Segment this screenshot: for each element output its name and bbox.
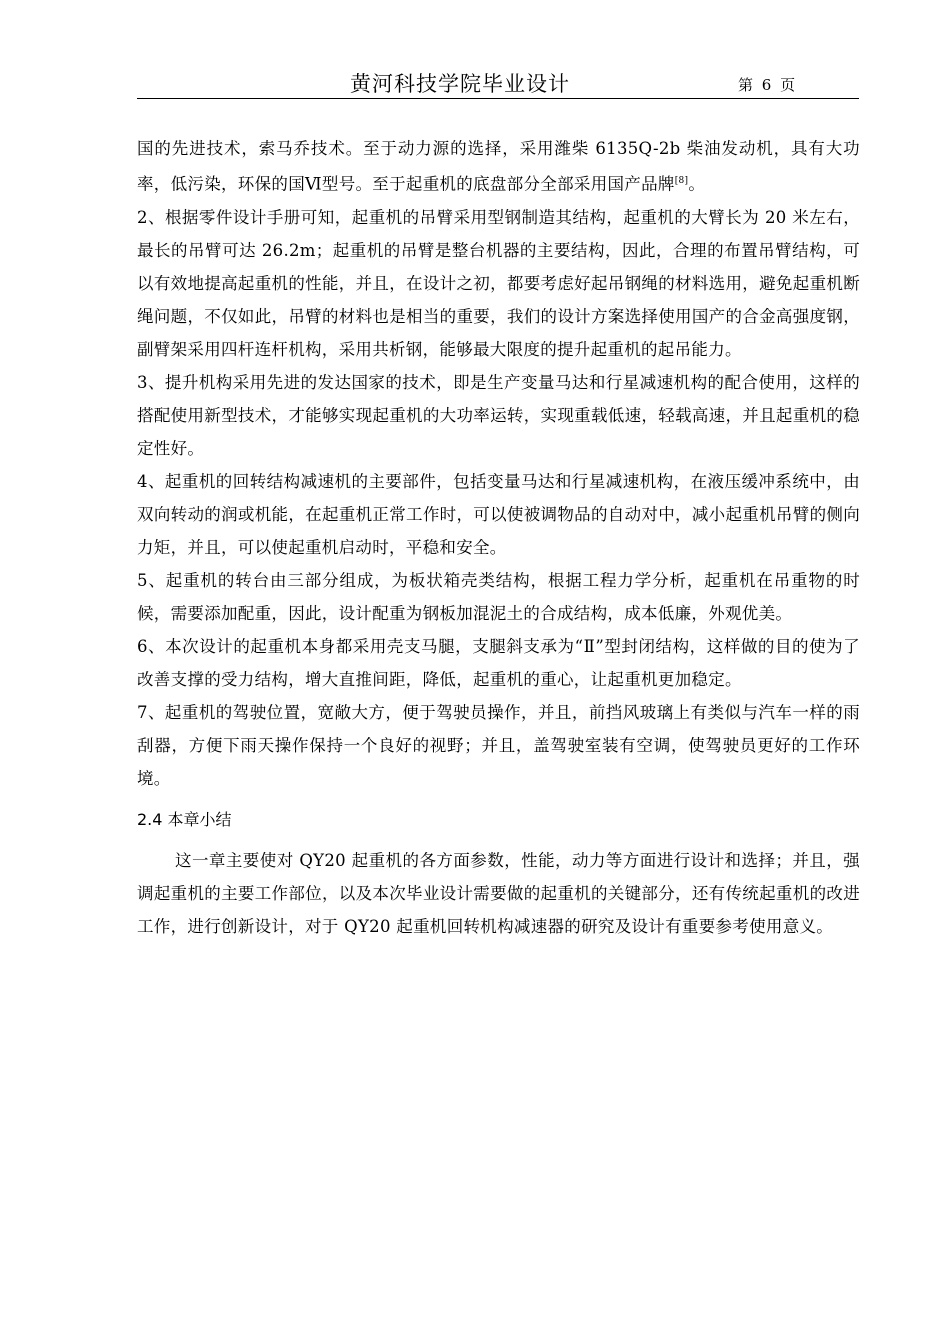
list-item-3: 3、提升机构采用先进的发达国家的技术，即是生产变量马达和行星减速机构的配合使用，这样的搭配使用新型技术，才能够实现起重机的大功率运转，实现重载低速，轻载高速，并且起重机的稳定性好。 [137,372,860,458]
section-heading: 2.4 本章小结 [137,809,232,829]
list-item-4: 4、起重机的回转结构减速机的主要部件，包括变量马达和行星减速机构，在液压缓冲系统中，由双向转动的润或机能，在起重机正常工作时，可以使被调物品的自动对中，减小起重机吊臂的侧向力矩，并且，可以使起重机启动时，平稳和安全。 [137,471,860,557]
section-paragraph: 这一章主要使对 QY20 起重机的各方面参数，性能，动力等方面进行设计和选择；并且，强调起重机的主要工作部位，以及本次毕业设计需要做的起重机的关键部分，还有传统起重机的改进工作，进行创新设计，对于 QY20 起重机回转机构减速器的研究及设计有重要参考使用意义。 [137,850,860,936]
paragraph-continuation [137,132,860,201]
header-title: 黄河科技学院毕业设计 [350,72,570,96]
list-item-7: 7、起重机的驾驶位置，宽敞大方，便于驾驶员操作，并且，前挡风玻璃上有类似与汽车一样的雨刮器，方便下雨天操作保持一个良好的视野；并且，盖驾驶室装有空调，使驾驶员更好的工作环境。 [137,702,860,788]
paragraph-text: 国的先进技术，索马乔技术。至于动力源的选择，采用潍柴 6135Q-2b 柴油发动机，具有大功率，低污染，环保的国Ⅵ型号。至于起重机的底盘部分全部采用国产品牌 [137,139,860,194]
list-item-2: 2、根据零件设计手册可知，起重机的吊臂采用型钢制造其结构，起重机的大臂长为 20 米左右，最长的吊臂可达 26.2m；起重机的吊臂是整台机器的主要结构，因此，合理的布置吊臂结构，可以有效地提高起重机的性能，并且，在设计之初，都要考虑好起吊钢绳的材料选用，避免起重机断绳问题，不仅如此，吊臂的材料也是相当的重要，我们的设计方案选择使用国产的合金高强度钢，副臂架采用四杆连杆机构，采用共析钢，能够最大限度的提升起重机的起吊能力。 [137,207,860,359]
citation-ref: [8] [674,176,689,186]
list-item-5: 5、起重机的转台由三部分组成，为板状箱壳类结构，根据工程力学分析，起重机在吊重物的时候，需要添加配重，因此，设计配重为钢板加混泥土的合成结构，成本低廉，外观优美。 [137,570,860,623]
paragraph-tail: 。 [688,174,706,194]
body-text [137,132,860,943]
page-header [137,68,859,99]
list-item-6: 6、本次设计的起重机本身都采用壳支马腿，支腿斜支承为“Ⅱ”型封闭结构，这样做的目的使为了改善支撑的受力结构，增大直推间距，降低，起重机的重心，让起重机更加稳定。 [137,636,860,689]
page-number: 第 6 页 [738,76,796,94]
